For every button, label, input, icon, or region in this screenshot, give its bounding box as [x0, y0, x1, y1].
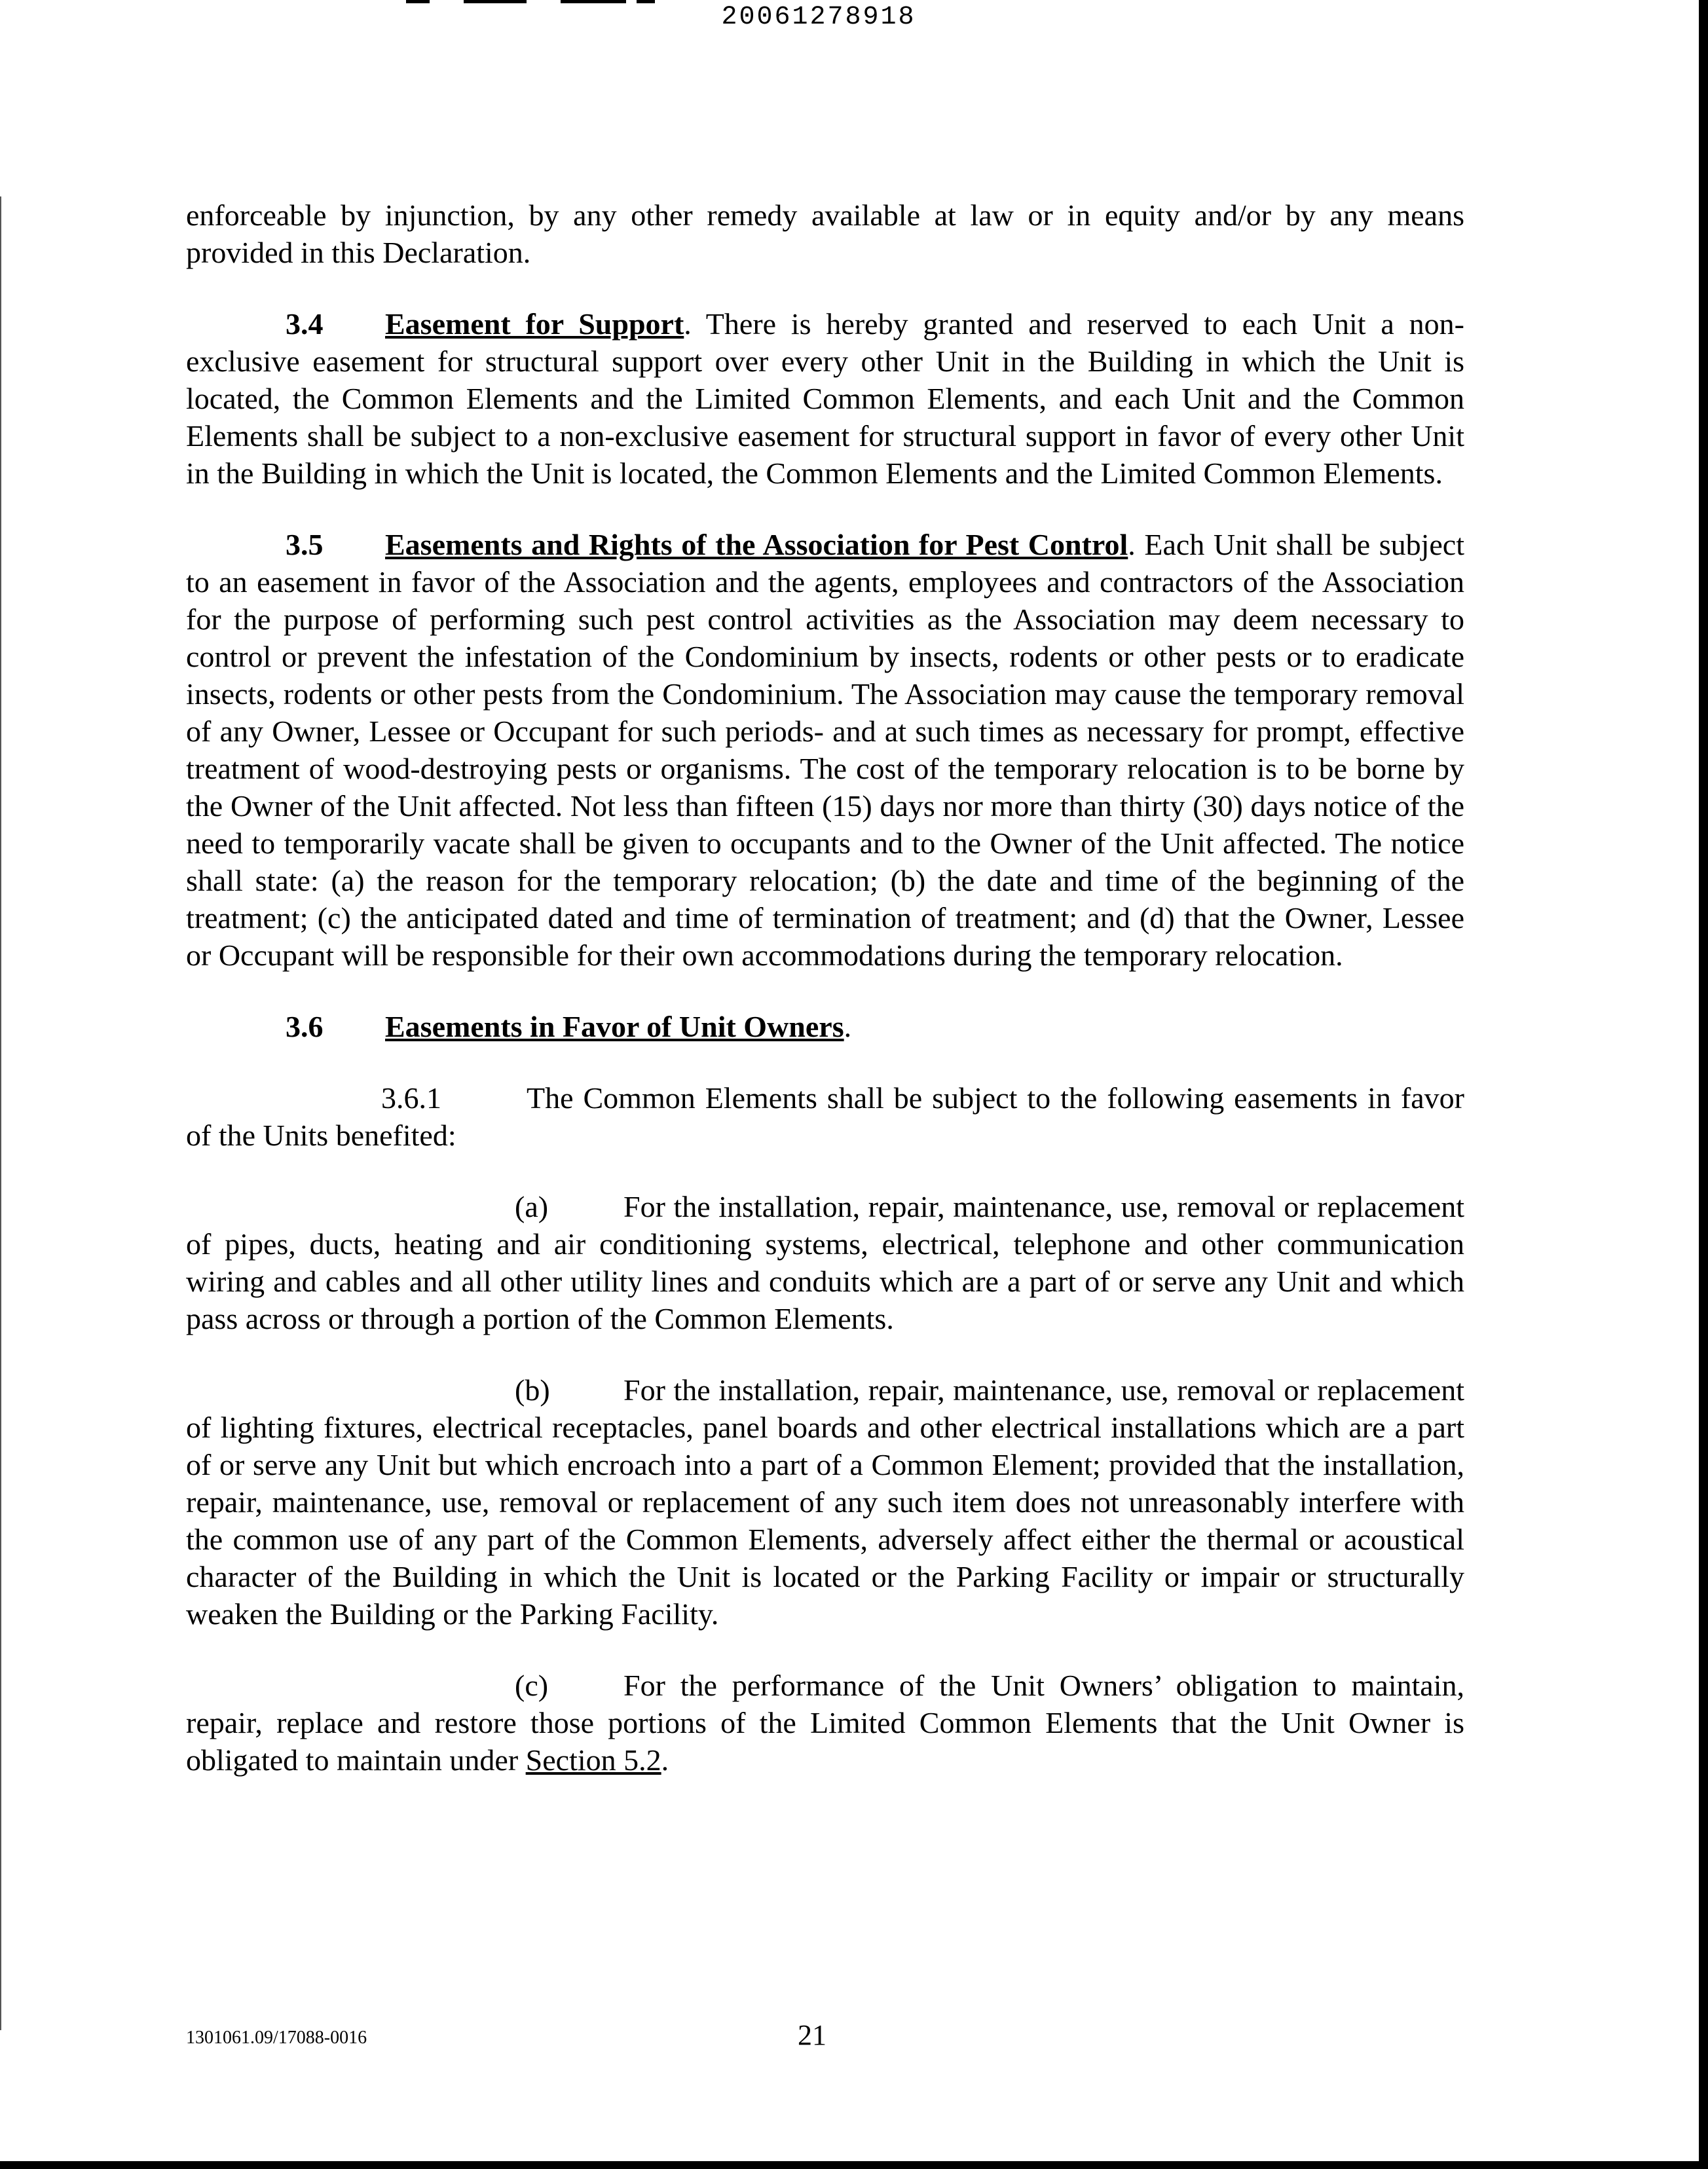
section-3-4-number: 3.4 — [286, 307, 324, 341]
section-3-5-title: Easements and Rights of the Association for Pest Control — [385, 528, 1128, 561]
section-3-6-1-text: The Common Elements shall be subject to the following easements in favor of the Units benefited: — [186, 1081, 1464, 1152]
section-3-6-period: . — [844, 1010, 852, 1043]
document-body — [186, 196, 1464, 1813]
item-c — [186, 1667, 1464, 1779]
section-3-6-1-number: 3.6.1 — [381, 1081, 441, 1115]
section-3-4 — [186, 305, 1464, 492]
paragraph-continuation — [186, 196, 1464, 271]
page-number: 21 — [798, 2019, 826, 2051]
item-b-text: For the installation, repair, maintenance, use, removal or replacement of lighting fixtures, electrical receptacles, panel boards and other electrical installations which are a part of or serve any Unit but which encroach into a part of a Common Element; provided that the installation, repair, maintenance, use, removal or replacement of any such item does not unreasonably interfere with the common use of any part of the Common Elements, adversely affect either the thermal or acoustical character of the Building in which the Unit is located or the Parking Facility or impair or structurally weaken the Building or the Parking Facility. — [186, 1373, 1464, 1631]
section-3-6-title: Easements in Favor of Unit Owners — [385, 1010, 844, 1043]
section-3-5-number: 3.5 — [286, 528, 324, 561]
paragraph-continuation-text: enforceable by injunction, by any other remedy available at law or in equity and/or by any means provided in this Declaration. — [186, 198, 1464, 269]
item-b-label: (b) — [515, 1373, 550, 1407]
scan-edge-left — [0, 196, 1, 2030]
section-3-5 — [186, 526, 1464, 974]
item-c-label: (c) — [515, 1669, 549, 1702]
item-a-text: For the installation, repair, maintenance, use, removal or replacement of pipes, ducts, heating and air conditioning systems, electrical, telephone and other communication wiring and cables and all other utility lines and conduits which are a part of or serve any Unit and which pass across or through a portion of the Common Elements. — [186, 1190, 1464, 1335]
section-3-4-text: . There is hereby granted and reserved to each Unit a non-exclusive easement for structural support over every other Unit in the Building in which the Unit is located, the Common Elements and the Limited Common Elements, and each Unit and the Common Elements shall be subject to a non-exclusive easement for structural support in favor of every other Unit in the Building in which the Unit is located, the Common Elements and the Limited Common Elements. — [186, 307, 1464, 490]
item-c-text: For the performance of the Unit Owners’ obligation to maintain, repair, replace and restore those portions of the Limited Common Elements that the Unit Owner is obligated to maintain under — [186, 1669, 1464, 1777]
section-3-6 — [186, 1008, 1464, 1045]
scan-edge-right — [1699, 0, 1708, 2161]
item-c-end: . — [661, 1743, 669, 1777]
scan-edge-bottom — [0, 2161, 1708, 2169]
section-3-4-title: Easement for Support — [385, 307, 684, 341]
document-number: 20061278918 — [721, 3, 916, 32]
section-3-5-text: . Each Unit shall be subject to an easement in favor of the Association and the agents, employees and contractors of the Association for the purpose of performing such pest control activities as the Association may deem necessary to control or prevent the infestation of the Condominium by insects, rodents or other pests or to eradicate insects, rodents or other pests from the Condominium. The Association may cause the temporary removal of any Owner, Lessee or Occupant for such periods- and at such times as necessary for prompt, effective treatment of wood-destroying pests or organisms. The cost of the temporary relocation is to be borne by the Owner of the Unit affected. Not less than fifteen (15) days nor more than thirty (30) days notice of the need to temporarily vacate shall be given to occupants and to the Owner of the Unit affected. The notice shall state: (a) the reason for the temporary relocation; (b) the date and time of the beginning of the treatment; (c) the anticipated dated and time of termination of treatment; and (d) that the Owner, Lessee or Occupant will be responsible for their own accommodations during the temporary relocation. — [186, 528, 1464, 972]
item-b — [186, 1371, 1464, 1633]
item-a-label: (a) — [515, 1190, 549, 1223]
section-3-6-number: 3.6 — [286, 1010, 324, 1043]
item-a — [186, 1188, 1464, 1337]
section-5-2-reference: Section 5.2 — [525, 1743, 661, 1777]
section-3-6-1 — [186, 1079, 1464, 1154]
footer-document-id: 1301061.09/17088-0016 — [186, 2028, 367, 2048]
